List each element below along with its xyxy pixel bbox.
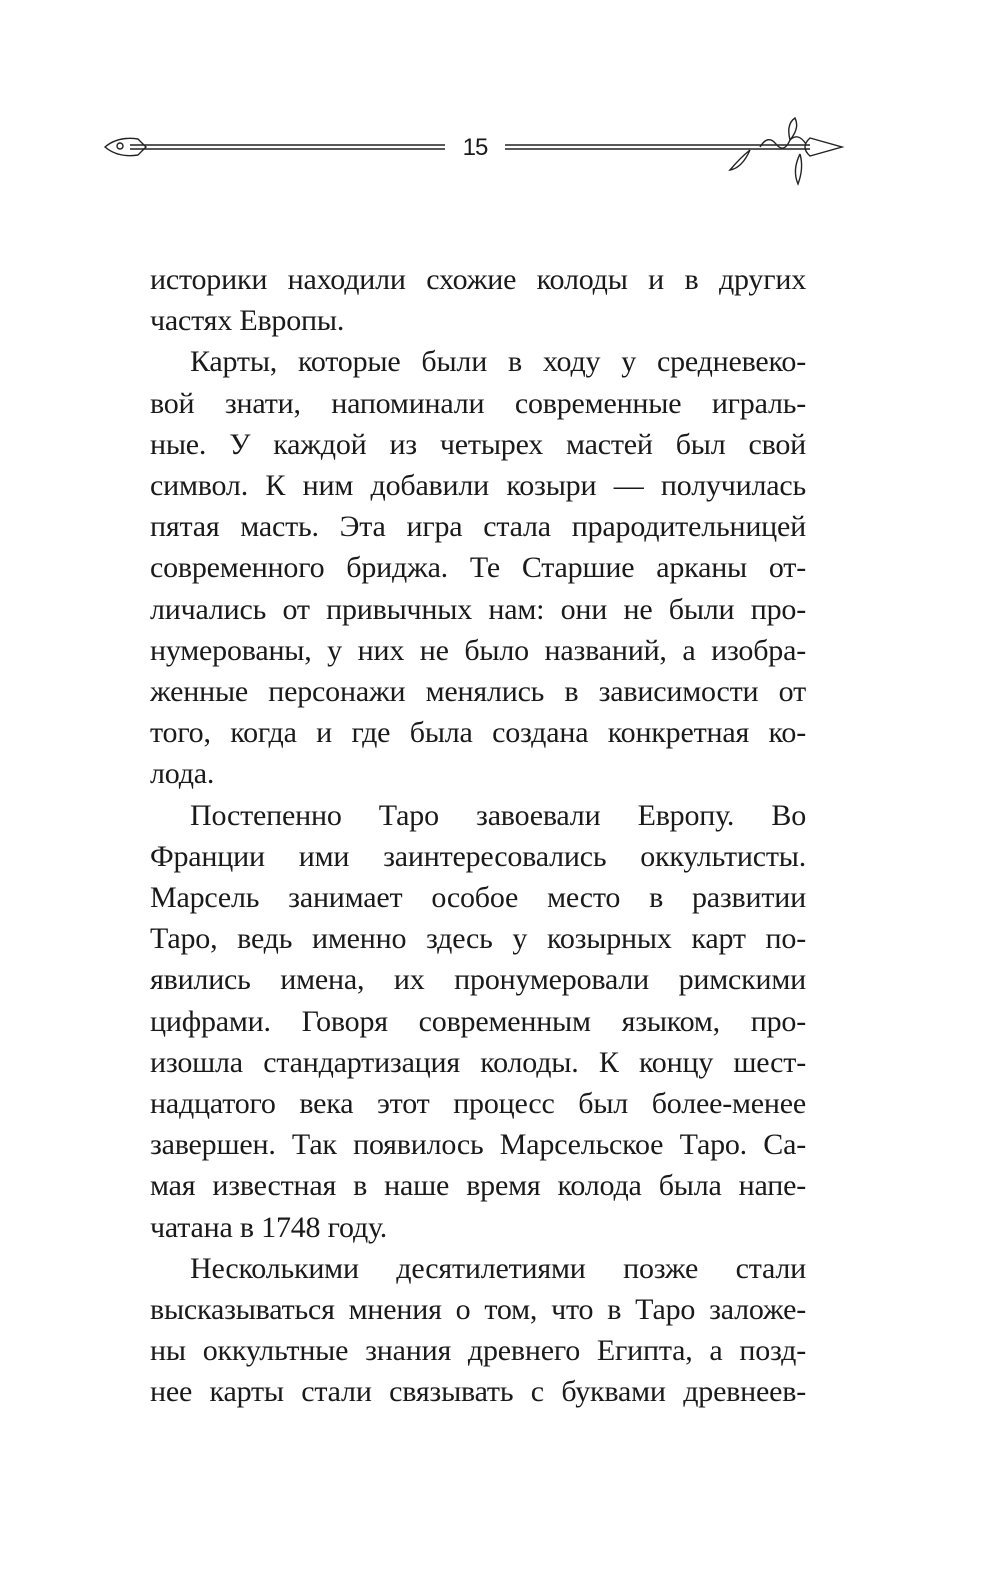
text-line: Франции ими заинтересовались оккультисты. bbox=[150, 839, 806, 873]
body-text bbox=[150, 259, 806, 1413]
text-line: Постепенно Таро завоевали Европу. Во bbox=[190, 798, 806, 832]
text-line: Несколькими десятилетиями позже стали bbox=[190, 1251, 806, 1285]
text-line: женные персонажи менялись в зависимости от bbox=[150, 675, 806, 709]
running-header bbox=[100, 110, 850, 200]
text-line: явились имена, их пронумеровали римскими bbox=[150, 963, 806, 997]
text-line: надцатого века этот процесс был более-менее bbox=[150, 1087, 806, 1121]
text-line: мая известная в наше время колода была напе- bbox=[150, 1169, 806, 1203]
text-line: изошла стандартизация колоды. К концу шест- bbox=[150, 1045, 806, 1079]
text-line: нумерованы, у них не было названий, а изобра- bbox=[150, 633, 806, 667]
text-line: частях Европы. bbox=[150, 304, 345, 338]
text-line: пятая масть. Эта игра стала прародительницей bbox=[150, 510, 806, 544]
text-line: историки находили схожие колоды и в других bbox=[150, 263, 806, 296]
text-line: того, когда и где была создана конкретная ко- bbox=[150, 716, 806, 750]
text-line: личались от привычных нам: они не были про- bbox=[150, 592, 806, 626]
text-line: цифрами. Говоря современным языком, про- bbox=[150, 1004, 806, 1038]
text-line: нее карты стали связывать с буквами древнеев- bbox=[150, 1375, 806, 1409]
text-line: Марсель занимает особое место в развитии bbox=[150, 881, 806, 915]
text-line: Таро, ведь именно здесь у козырных карт по- bbox=[150, 922, 806, 956]
text-line: символ. К ним добавили козыри — получилась bbox=[150, 469, 806, 503]
text-line: ные. У каждой из четырех мастей был свой bbox=[150, 427, 806, 461]
text-line: ны оккультные знания древнего Египта, а позд- bbox=[150, 1334, 806, 1368]
page-number: 15 bbox=[462, 134, 488, 161]
text-line: завершен. Так появилось Марсельское Таро. Са- bbox=[150, 1128, 806, 1162]
text-line: Карты, которые были в ходу у средневеко- bbox=[190, 345, 806, 379]
text-line: лода. bbox=[150, 757, 215, 791]
text-line: вой знати, напоминали современные играль- bbox=[150, 386, 806, 420]
text-line: чатана в 1748 году. bbox=[150, 1210, 388, 1244]
text-line: высказываться мнения о том, что в Таро заложе- bbox=[150, 1293, 806, 1327]
text-line: современного бриджа. Те Старшие арканы от- bbox=[150, 551, 806, 585]
